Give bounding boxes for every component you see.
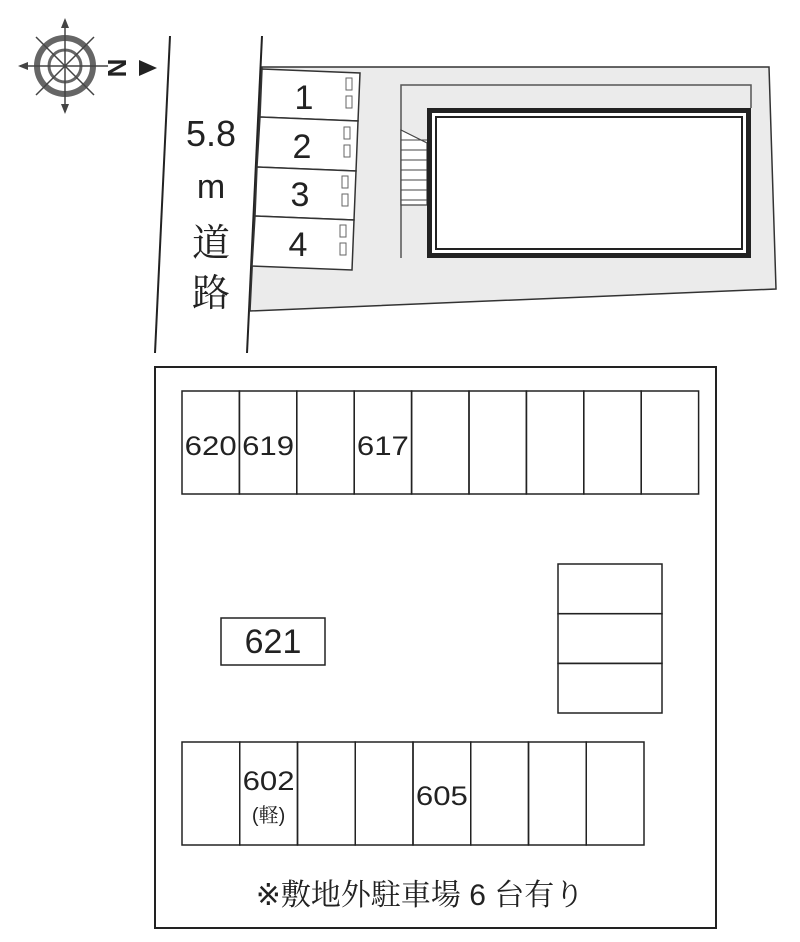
building [427,108,751,258]
north-label: N [102,58,132,78]
road-name-char-2: 路 [191,273,231,315]
parking-space-label-1: 1 [294,79,314,117]
offsite-space-label-602: 602 [242,766,295,796]
offsite-space-note-kei: (軽) [251,805,286,827]
offsite-space-label-605: 605 [415,781,468,811]
road-name-char-1: 道 [191,223,231,265]
site-parking [252,69,360,270]
parking-space-label-3: 3 [290,176,310,214]
offsite-space-label-621: 621 [244,623,302,661]
road-width-unit: m [196,168,226,206]
offsite-space-label-620: 620 [184,431,237,461]
offsite-space-label-617: 617 [356,431,409,461]
parking-space-label-4: 4 [288,226,308,264]
stairs-icon [401,130,427,205]
compass-rose-icon [18,18,157,114]
parking-space-label-2: 2 [292,128,312,166]
offsite-space-label-619: 619 [242,431,295,461]
offsite-parking-note: ※敷地外駐車場 6 台有り [255,879,585,912]
road-width: 5.8 [185,113,237,154]
